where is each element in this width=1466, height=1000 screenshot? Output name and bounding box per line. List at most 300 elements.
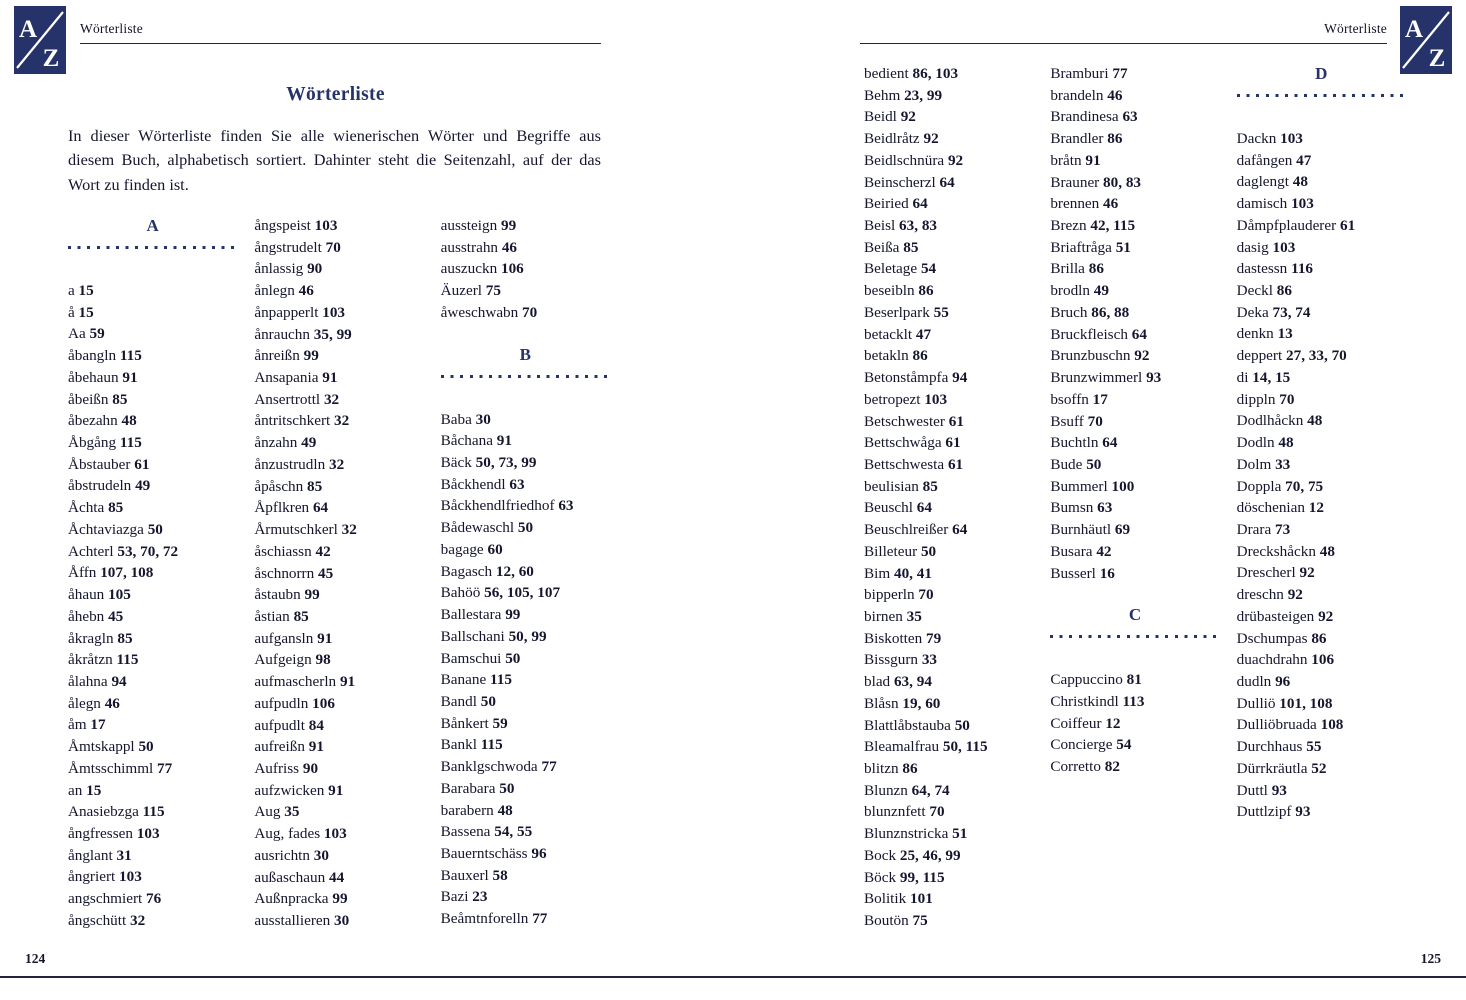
entry-pages: 46 bbox=[1107, 86, 1123, 104]
entry-word: damisch bbox=[1236, 195, 1288, 213]
entry-pages: 100 bbox=[1111, 477, 1135, 495]
entry-pages: 70 bbox=[325, 238, 341, 256]
entry-pages: 86 bbox=[918, 282, 934, 300]
entry-pages: 91 bbox=[322, 369, 338, 387]
entry-word: ångfressen bbox=[68, 824, 133, 842]
page-number-left: 124 bbox=[25, 951, 46, 966]
entry-word: Ansertrottl bbox=[254, 390, 321, 408]
entry-pages: 48 bbox=[1319, 542, 1335, 560]
entry-pages: 53, 70, 72 bbox=[117, 542, 179, 560]
entry-pages: 77 bbox=[541, 758, 557, 776]
index-entry bbox=[441, 691, 610, 713]
entry-word: angschmiert bbox=[68, 890, 143, 908]
entry-pages: 27, 33, 70 bbox=[1286, 347, 1347, 365]
entry-pages: 17 bbox=[90, 716, 106, 734]
entry-word: betropezt bbox=[864, 390, 921, 408]
entry-pages: 115 bbox=[116, 651, 139, 669]
entry-word: åhaun bbox=[68, 586, 105, 604]
entry-pages: 85 bbox=[112, 390, 128, 408]
index-entry bbox=[1237, 649, 1406, 671]
index-entry bbox=[864, 63, 1033, 85]
index-entry bbox=[1050, 691, 1219, 713]
index-entry bbox=[254, 715, 423, 737]
entry-pages: 35, 99 bbox=[313, 325, 352, 343]
entry-pages: 113 bbox=[1122, 692, 1145, 710]
entry-pages: 85 bbox=[117, 629, 133, 647]
entry-word: ånlassig bbox=[254, 260, 304, 278]
index-entry bbox=[254, 345, 423, 367]
entry-pages: 15 bbox=[78, 303, 94, 321]
entry-word: Åmtsschimml bbox=[68, 759, 154, 777]
entry-word: Duttl bbox=[1236, 781, 1268, 799]
entry-pages: 106 bbox=[312, 694, 335, 712]
index-entry bbox=[68, 888, 237, 910]
entry-pages: 64 bbox=[1102, 434, 1118, 452]
index-entry bbox=[68, 780, 237, 802]
entry-pages: 86 bbox=[1088, 260, 1104, 278]
entry-word: Aufgeign bbox=[254, 651, 312, 669]
index-entry bbox=[864, 345, 1033, 367]
entry-pages: 35 bbox=[906, 607, 922, 625]
entry-pages: 54 bbox=[920, 260, 937, 278]
index-entry bbox=[254, 649, 423, 671]
index-entry bbox=[68, 497, 237, 519]
index-entry bbox=[68, 454, 237, 476]
entry-word: Bådewaschl bbox=[440, 519, 515, 537]
index-entry bbox=[864, 476, 1033, 498]
index-entry bbox=[441, 582, 610, 604]
index-entry bbox=[1237, 432, 1406, 454]
index-entry bbox=[864, 411, 1033, 433]
entry-pages: 93 bbox=[1271, 781, 1287, 799]
index-entry bbox=[68, 671, 237, 693]
entry-pages: 63 bbox=[1097, 499, 1113, 517]
section-letter: C bbox=[1128, 605, 1142, 625]
entry-pages: 103 bbox=[323, 825, 347, 843]
entry-word: åbezahn bbox=[68, 412, 118, 430]
dotted-rule bbox=[1237, 94, 1406, 97]
entry-word: Bude bbox=[1050, 455, 1083, 473]
index-entry bbox=[864, 563, 1033, 585]
entry-word: Dodlhåckn bbox=[1236, 412, 1304, 430]
index-entry bbox=[68, 367, 237, 389]
entry-pages: 77 bbox=[532, 910, 548, 928]
entry-word: Biskotten bbox=[864, 629, 923, 647]
entry-pages: 103 bbox=[1291, 195, 1314, 213]
entry-pages: 30 bbox=[313, 846, 329, 864]
entry-word: åweschwabn bbox=[440, 303, 519, 321]
entry-word: betakln bbox=[864, 347, 909, 365]
dotted-rule bbox=[441, 375, 610, 378]
index-entry bbox=[441, 517, 610, 539]
index-entry bbox=[1050, 734, 1219, 756]
entry-pages: 86 bbox=[902, 760, 918, 777]
entry-word: Anasiebzga bbox=[68, 803, 139, 821]
entry-word: Dodln bbox=[1236, 434, 1275, 452]
entry-pages: 115 bbox=[142, 803, 165, 821]
entry-pages: 46 bbox=[1103, 195, 1119, 213]
entry-word: Betonståmpfa bbox=[864, 369, 949, 387]
entry-word: Ballestara bbox=[440, 606, 502, 624]
entry-word: Beletage bbox=[864, 260, 918, 278]
index-entry bbox=[441, 561, 610, 583]
index-entry bbox=[1237, 801, 1406, 823]
entry-pages: 48 bbox=[497, 801, 513, 819]
entry-pages: 42 bbox=[1096, 542, 1112, 560]
entry-pages: 50, 73, 99 bbox=[475, 454, 537, 472]
entry-word: ausstrahn bbox=[440, 238, 499, 256]
entry-word: beseibln bbox=[864, 282, 915, 300]
entry-pages: 64 bbox=[912, 195, 928, 213]
entry-pages: 42 bbox=[315, 542, 331, 560]
entry-pages: 50 bbox=[517, 519, 534, 537]
index-entry bbox=[1237, 345, 1406, 367]
entry-pages: 103 bbox=[314, 217, 338, 234]
entry-pages: 86, 103 bbox=[912, 65, 959, 82]
index-entry bbox=[441, 713, 610, 735]
entry-word: Åchtaviazga bbox=[68, 520, 144, 538]
index-entry bbox=[1237, 258, 1406, 280]
index-entry bbox=[1237, 628, 1406, 650]
index-entry bbox=[1050, 345, 1219, 367]
index-entry bbox=[864, 801, 1033, 823]
index-entry bbox=[1050, 302, 1219, 324]
entry-pages: 30 bbox=[334, 912, 350, 929]
entry-word: Concierge bbox=[1050, 736, 1113, 754]
index-entry bbox=[1237, 193, 1406, 215]
entry-pages: 49 bbox=[301, 434, 317, 452]
entry-word: Blunzn bbox=[864, 781, 908, 799]
entry-pages: 48 bbox=[1278, 434, 1294, 452]
index-entry bbox=[1050, 237, 1219, 259]
entry-word: Åmtskappl bbox=[68, 738, 135, 756]
entry-word: Beidlråtz bbox=[864, 130, 920, 148]
entry-word: Dåmpfplauderer bbox=[1236, 216, 1337, 234]
page-number-right: 125 bbox=[1420, 951, 1441, 966]
entry-word: Beidlschnüra bbox=[864, 151, 945, 169]
entry-word: Barabara bbox=[440, 779, 496, 797]
entry-pages: 91 bbox=[496, 432, 512, 450]
entry-pages: 48 bbox=[1292, 173, 1308, 191]
entry-pages: 91 bbox=[339, 673, 356, 691]
entry-word: drübasteigen bbox=[1236, 607, 1315, 625]
entry-word: bråtn bbox=[1050, 151, 1082, 169]
index-entry bbox=[254, 584, 423, 606]
index-entry bbox=[441, 604, 610, 626]
entry-word: åschnorrn bbox=[254, 564, 315, 582]
index-entry bbox=[864, 258, 1033, 280]
index-entry bbox=[441, 821, 610, 843]
entry-pages: 48 bbox=[1307, 412, 1323, 430]
logo-letter-a: A bbox=[18, 16, 38, 43]
entry-word: Blunznstricka bbox=[864, 825, 949, 843]
index-entry bbox=[68, 628, 237, 650]
entry-pages: 115 bbox=[119, 347, 142, 365]
dotted-rule bbox=[68, 246, 237, 249]
entry-pages: 93 bbox=[1146, 369, 1162, 387]
index-entry bbox=[68, 432, 237, 454]
entry-pages: 12 bbox=[1105, 714, 1121, 732]
entry-word: brennen bbox=[1050, 195, 1100, 213]
entry-word: döschenian bbox=[1236, 499, 1305, 517]
entry-pages: 54, 55 bbox=[494, 823, 533, 841]
entry-word: Bandl bbox=[440, 692, 477, 710]
entry-pages: 64 bbox=[952, 521, 968, 539]
entry-word: Åffn bbox=[68, 564, 97, 582]
entry-pages: 45 bbox=[318, 564, 334, 582]
index-entry bbox=[1237, 519, 1406, 541]
entry-pages: 30 bbox=[475, 410, 491, 428]
index-entry bbox=[1237, 758, 1406, 780]
index-entry bbox=[1050, 106, 1219, 128]
index-entry bbox=[68, 758, 237, 780]
entry-pages: 85 bbox=[903, 238, 919, 256]
entry-word: dudln bbox=[1236, 672, 1272, 690]
entry-pages: 103 bbox=[136, 824, 160, 842]
entry-pages: 50, 115 bbox=[942, 738, 988, 756]
entry-pages: 86 bbox=[1107, 130, 1123, 148]
entry-pages: 16 bbox=[1099, 564, 1115, 582]
entry-pages: 70 bbox=[1087, 412, 1103, 430]
entry-pages: 47 bbox=[1296, 151, 1312, 169]
index-entry bbox=[68, 866, 237, 888]
index-entry bbox=[1237, 606, 1406, 628]
index-entry bbox=[68, 541, 237, 563]
entry-word: auszuckn bbox=[440, 260, 498, 278]
entry-word: Bramburi bbox=[1050, 65, 1109, 82]
entry-pages: 50 bbox=[1086, 455, 1102, 473]
section-letter: B bbox=[519, 344, 531, 364]
entry-pages: 99 bbox=[505, 606, 521, 624]
entry-pages: 14, 15 bbox=[1252, 368, 1291, 386]
index-entry bbox=[254, 823, 423, 845]
entry-pages: 19, 60 bbox=[902, 694, 941, 712]
index-entry bbox=[1050, 367, 1219, 389]
index-entry bbox=[1050, 258, 1219, 280]
entry-pages: 63, 83 bbox=[899, 217, 937, 235]
entry-pages: 59 bbox=[492, 714, 508, 732]
entry-word: aufreißn bbox=[254, 738, 305, 756]
index-entry bbox=[1050, 756, 1219, 778]
index-column bbox=[441, 215, 610, 932]
index-entry bbox=[68, 323, 237, 345]
entry-pages: 92 bbox=[947, 151, 964, 169]
index-entry bbox=[1237, 562, 1406, 584]
entry-word: Doppla bbox=[1236, 477, 1282, 495]
index-entry bbox=[864, 541, 1033, 563]
az-logo bbox=[1400, 6, 1452, 74]
index-entry bbox=[68, 410, 237, 432]
entry-word: Beinscherzl bbox=[864, 173, 936, 191]
entry-pages: 12, 60 bbox=[495, 562, 534, 580]
entry-pages: 70, 75 bbox=[1285, 477, 1324, 495]
index-entry bbox=[864, 367, 1033, 389]
entry-word: Aug, fades bbox=[254, 825, 321, 843]
entry-pages: 33 bbox=[921, 651, 937, 669]
entry-word: bipperln bbox=[864, 586, 915, 604]
index-entry bbox=[441, 237, 610, 259]
index-entry bbox=[254, 454, 423, 476]
entry-pages: 91 bbox=[308, 738, 324, 756]
entry-pages: 42, 115 bbox=[1090, 217, 1136, 235]
entry-word: duachdrahn bbox=[1236, 651, 1308, 669]
entry-pages: 99, 115 bbox=[899, 868, 945, 886]
entry-pages: 86 bbox=[1311, 629, 1327, 647]
entry-word: bagage bbox=[440, 540, 484, 558]
entry-word: Baba bbox=[440, 410, 472, 428]
entry-word: Bamschui bbox=[440, 649, 502, 667]
entry-word: Ballschani bbox=[440, 627, 505, 645]
entry-word: Ansapania bbox=[254, 369, 319, 387]
entry-word: Deckl bbox=[1236, 282, 1273, 300]
index-entry bbox=[864, 693, 1033, 715]
entry-pages: 44 bbox=[328, 868, 345, 886]
entry-pages: 92 bbox=[1134, 347, 1150, 365]
entry-word: beulisian bbox=[864, 477, 919, 495]
entry-pages: 115 bbox=[490, 671, 512, 689]
index-columns-right bbox=[864, 63, 1406, 932]
index-column bbox=[1237, 63, 1406, 932]
index-entry bbox=[1237, 476, 1406, 498]
entry-word: Brunzwimmerl bbox=[1050, 369, 1143, 387]
entry-word: Achterl bbox=[68, 542, 114, 560]
entry-word: brodln bbox=[1050, 282, 1090, 300]
entry-pages: 115 bbox=[119, 434, 142, 452]
entry-pages: 77 bbox=[157, 759, 173, 777]
entry-pages: 86 bbox=[912, 347, 928, 365]
entry-pages: 31 bbox=[116, 846, 132, 864]
index-entry bbox=[254, 867, 423, 889]
entry-word: ausstallieren bbox=[254, 912, 331, 929]
entry-word: Blattlåbstauba bbox=[864, 716, 951, 734]
entry-word: Bruckfleisch bbox=[1050, 325, 1128, 343]
index-entry bbox=[1050, 150, 1219, 172]
entry-pages: 61 bbox=[948, 412, 964, 430]
index-entry bbox=[864, 497, 1033, 519]
index-entry bbox=[254, 410, 423, 432]
dotted-rule bbox=[1050, 635, 1219, 638]
section-letter: D bbox=[1315, 64, 1328, 83]
entry-word: Brandler bbox=[1050, 130, 1104, 148]
entry-word: Duttlzipf bbox=[1236, 803, 1292, 821]
index-column bbox=[864, 63, 1033, 932]
index-entry bbox=[254, 280, 423, 302]
logo-letter-z: Z bbox=[1428, 45, 1446, 72]
entry-word: Corretto bbox=[1050, 758, 1101, 776]
index-entry bbox=[441, 280, 610, 302]
index-entry bbox=[441, 474, 610, 496]
entry-word: Aa bbox=[68, 325, 86, 343]
entry-pages: 50, 99 bbox=[508, 627, 547, 645]
index-entry bbox=[1050, 280, 1219, 302]
entry-word: dippln bbox=[1236, 390, 1276, 408]
index-entry bbox=[1237, 714, 1406, 736]
entry-word: ånlegn bbox=[254, 282, 295, 300]
index-entry bbox=[864, 172, 1033, 194]
entry-word: ånzustrudln bbox=[254, 455, 326, 473]
entry-word: aufzwicken bbox=[254, 781, 325, 799]
index-entry bbox=[441, 648, 610, 670]
entry-pages: 23 bbox=[472, 888, 488, 906]
entry-pages: 51 bbox=[1115, 238, 1131, 256]
index-entry bbox=[1050, 215, 1219, 237]
entry-word: Beißa bbox=[864, 238, 900, 256]
entry-word: aufpudlt bbox=[254, 716, 305, 734]
entry-pages: 12 bbox=[1308, 499, 1324, 517]
entry-word: Bock bbox=[864, 846, 897, 864]
entry-pages: 50 bbox=[147, 520, 163, 538]
entry-word: Bolitik bbox=[864, 890, 907, 908]
index-entry bbox=[1237, 541, 1406, 563]
entry-word: Bim bbox=[864, 564, 891, 582]
entry-word: aufgansln bbox=[254, 629, 314, 647]
entry-word: Beidl bbox=[864, 108, 897, 126]
index-entry bbox=[864, 150, 1033, 172]
index-entry bbox=[441, 886, 610, 908]
entry-word: an bbox=[68, 781, 83, 799]
index-entry bbox=[68, 714, 237, 736]
entry-pages: 77 bbox=[1112, 65, 1128, 82]
entry-word: ångstrudelt bbox=[254, 238, 322, 256]
entry-pages: 92 bbox=[1287, 586, 1303, 604]
entry-word: Bäck bbox=[440, 454, 472, 472]
entry-pages: 103 bbox=[1280, 130, 1303, 147]
entry-pages: 50 bbox=[920, 542, 937, 560]
index-entry bbox=[1050, 476, 1219, 498]
entry-pages: 103 bbox=[1272, 238, 1296, 256]
entry-word: ånglant bbox=[68, 846, 113, 864]
entry-pages: 85 bbox=[293, 607, 309, 625]
entry-pages: 79 bbox=[926, 629, 942, 647]
entry-word: åbeißn bbox=[68, 390, 109, 408]
entry-word: Cappuccino bbox=[1050, 671, 1123, 689]
entry-word: åbehaun bbox=[68, 368, 119, 386]
entry-pages: 105 bbox=[108, 586, 131, 604]
index-entry bbox=[1050, 563, 1219, 585]
entry-pages: 69 bbox=[1114, 521, 1131, 539]
entry-word: åm bbox=[68, 716, 87, 734]
index-entry bbox=[864, 454, 1033, 476]
entry-pages: 73, 74 bbox=[1272, 303, 1311, 321]
entry-pages: 86, 88 bbox=[1091, 303, 1130, 321]
entry-pages: 101 bbox=[910, 890, 933, 908]
entry-word: Billeteur bbox=[864, 542, 918, 560]
index-entry bbox=[68, 606, 237, 628]
entry-word: åschiassn bbox=[254, 542, 312, 560]
index-entry bbox=[864, 302, 1033, 324]
index-entry bbox=[864, 888, 1033, 910]
index-entry bbox=[864, 736, 1033, 758]
entry-word: ångschütt bbox=[68, 911, 127, 929]
index-entry bbox=[254, 563, 423, 585]
entry-pages: 63 bbox=[509, 475, 525, 493]
index-entry bbox=[441, 302, 610, 324]
entry-word: Beuschlreißer bbox=[864, 521, 949, 539]
index-entry bbox=[254, 302, 423, 324]
index-entry bbox=[1050, 389, 1219, 411]
entry-pages: 64 bbox=[1131, 325, 1147, 343]
entry-word: dafången bbox=[1236, 151, 1293, 169]
index-entry bbox=[441, 734, 610, 756]
index-entry bbox=[254, 324, 423, 346]
entry-pages: 99 bbox=[303, 347, 319, 365]
index-entry bbox=[1050, 172, 1219, 194]
entry-pages: 101, 108 bbox=[1279, 694, 1333, 712]
index-entry bbox=[254, 367, 423, 389]
entry-word: Bånkert bbox=[440, 714, 489, 732]
entry-pages: 64 bbox=[916, 499, 932, 517]
index-entry bbox=[864, 106, 1033, 128]
